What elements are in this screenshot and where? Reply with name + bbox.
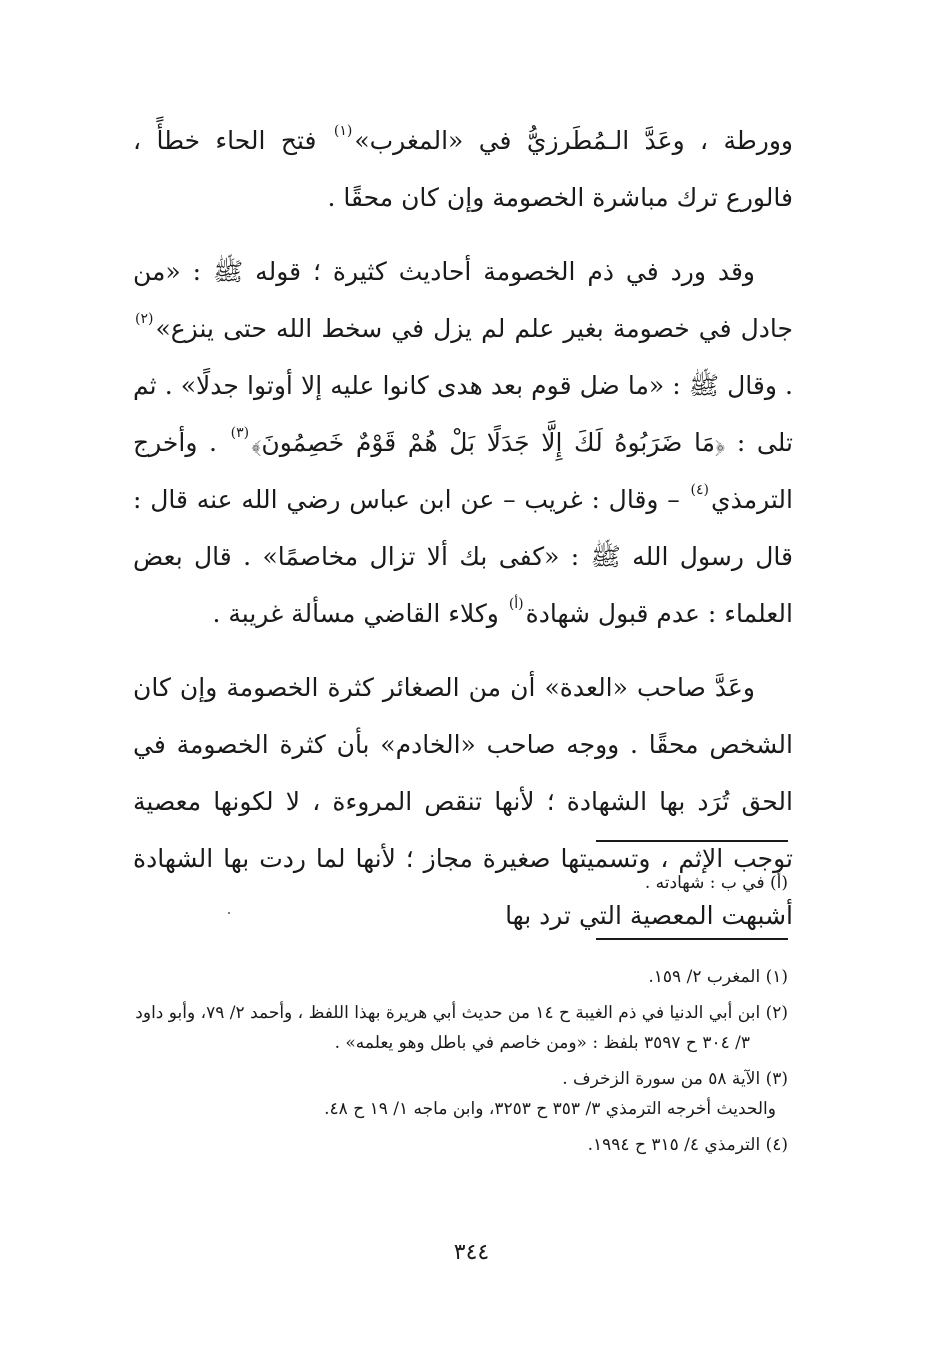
footnotes	[128, 962, 788, 1166]
footnote-continuation: ٣/ ٣٠٤ ح ٣٥٩٧ بلفظ : «ومن خاصم في باطل وهو يعلمه» .	[334, 1033, 750, 1053]
footnote	[128, 962, 788, 992]
text-run: وكلاء القاضي مسألة غريبة .	[212, 599, 507, 628]
footnote-text: (١) المغرب ٢/ ١٥٩.	[648, 967, 788, 987]
scan-speck	[228, 912, 230, 914]
footnote	[128, 1130, 788, 1160]
text-run: وقد ورد في ذم الخصومة أحاديث كثيرة ؛ قوله ﷺ : «من جادل في خصومة بغير علم لم يزل في سخط الله حتى ينزع»	[133, 257, 793, 343]
main-text	[133, 112, 793, 944]
paragraph	[133, 659, 793, 944]
footnote-marker: (٢)	[135, 311, 154, 327]
footnote-marker: (١)	[333, 123, 353, 139]
text-run: فتح الحاء خطأً ، فالورع ترك مباشرة الخصومة وإن كان محقًا .	[133, 126, 793, 212]
paragraph	[133, 112, 793, 226]
separator-line	[596, 840, 788, 842]
variant-note: (أ) في ب : شهادته .	[644, 873, 788, 893]
text-run: . وقال ﷺ : «ما ضل قوم بعد هدى كانوا عليه إلا أوتوا جدلًا» . ثم تلى : ﴿مَا ضَرَبُوهُ لَكَ إِلَّا جَدَلًا بَلْ هُمْ قَوْمٌ خَصِمُونَ﴾	[133, 371, 793, 457]
footnote	[128, 998, 788, 1058]
footnote-marker: (٤)	[690, 482, 710, 498]
text-run: – وقال : غريب – عن ابن عباس رضي الله عنه قال : قال رسول الله ﷺ : «كفى بك ألا تزال مخاصمًا» . قال بعض العلماء : عدم قبول شهادة	[133, 485, 793, 628]
footnote-marker: (أ)	[508, 596, 524, 612]
footnote-text: (٢) ابن أبي الدنيا في ذم الغيبة ح ١٤ من حديث أبي هريرة بهذا اللفظ ، وأحمد ٢/ ٧٩، وأبو داود	[135, 1003, 788, 1023]
page-number: ٣٤٤	[453, 1240, 490, 1265]
footnote-text: (٣) الآية ٥٨ من سورة الزخرف .	[562, 1069, 788, 1089]
separator-line	[596, 938, 788, 940]
text-run: . وأخرج الترمذي	[133, 428, 793, 514]
text-run: وعَدَّ صاحب «العدة» أن من الصغائر كثرة الخصومة وإن كان الشخص محقًا . ووجه صاحب «الخادم» بأن كثرة الخصومة في الحق تُرَد بها الشهادة ؛ لأنها تنقص المروءة ، لا لكونها معصية توجب الإثم ، وتسميتها صغيرة مجاز ؛ لأنها لما ردت بها الشهادة أشبهت المعصية التي ترد بها	[133, 673, 793, 930]
text-run: وورطة ، وعَدَّ الـمُطَرزيُّ في «المغرب»	[354, 126, 793, 155]
footnote	[128, 1064, 788, 1124]
footnote-marker: (٣)	[230, 425, 250, 441]
footnote-extra: والحديث أخرجه الترمذي ٣/ ٣٥٣ ح ٣٢٥٣، وابن ماجه ١/ ١٩ ح ٤٨.	[324, 1099, 776, 1119]
paragraph	[133, 243, 793, 642]
footnote-text: (٤) الترمذي ٤/ ٣١٥ ح ١٩٩٤.	[587, 1135, 788, 1155]
